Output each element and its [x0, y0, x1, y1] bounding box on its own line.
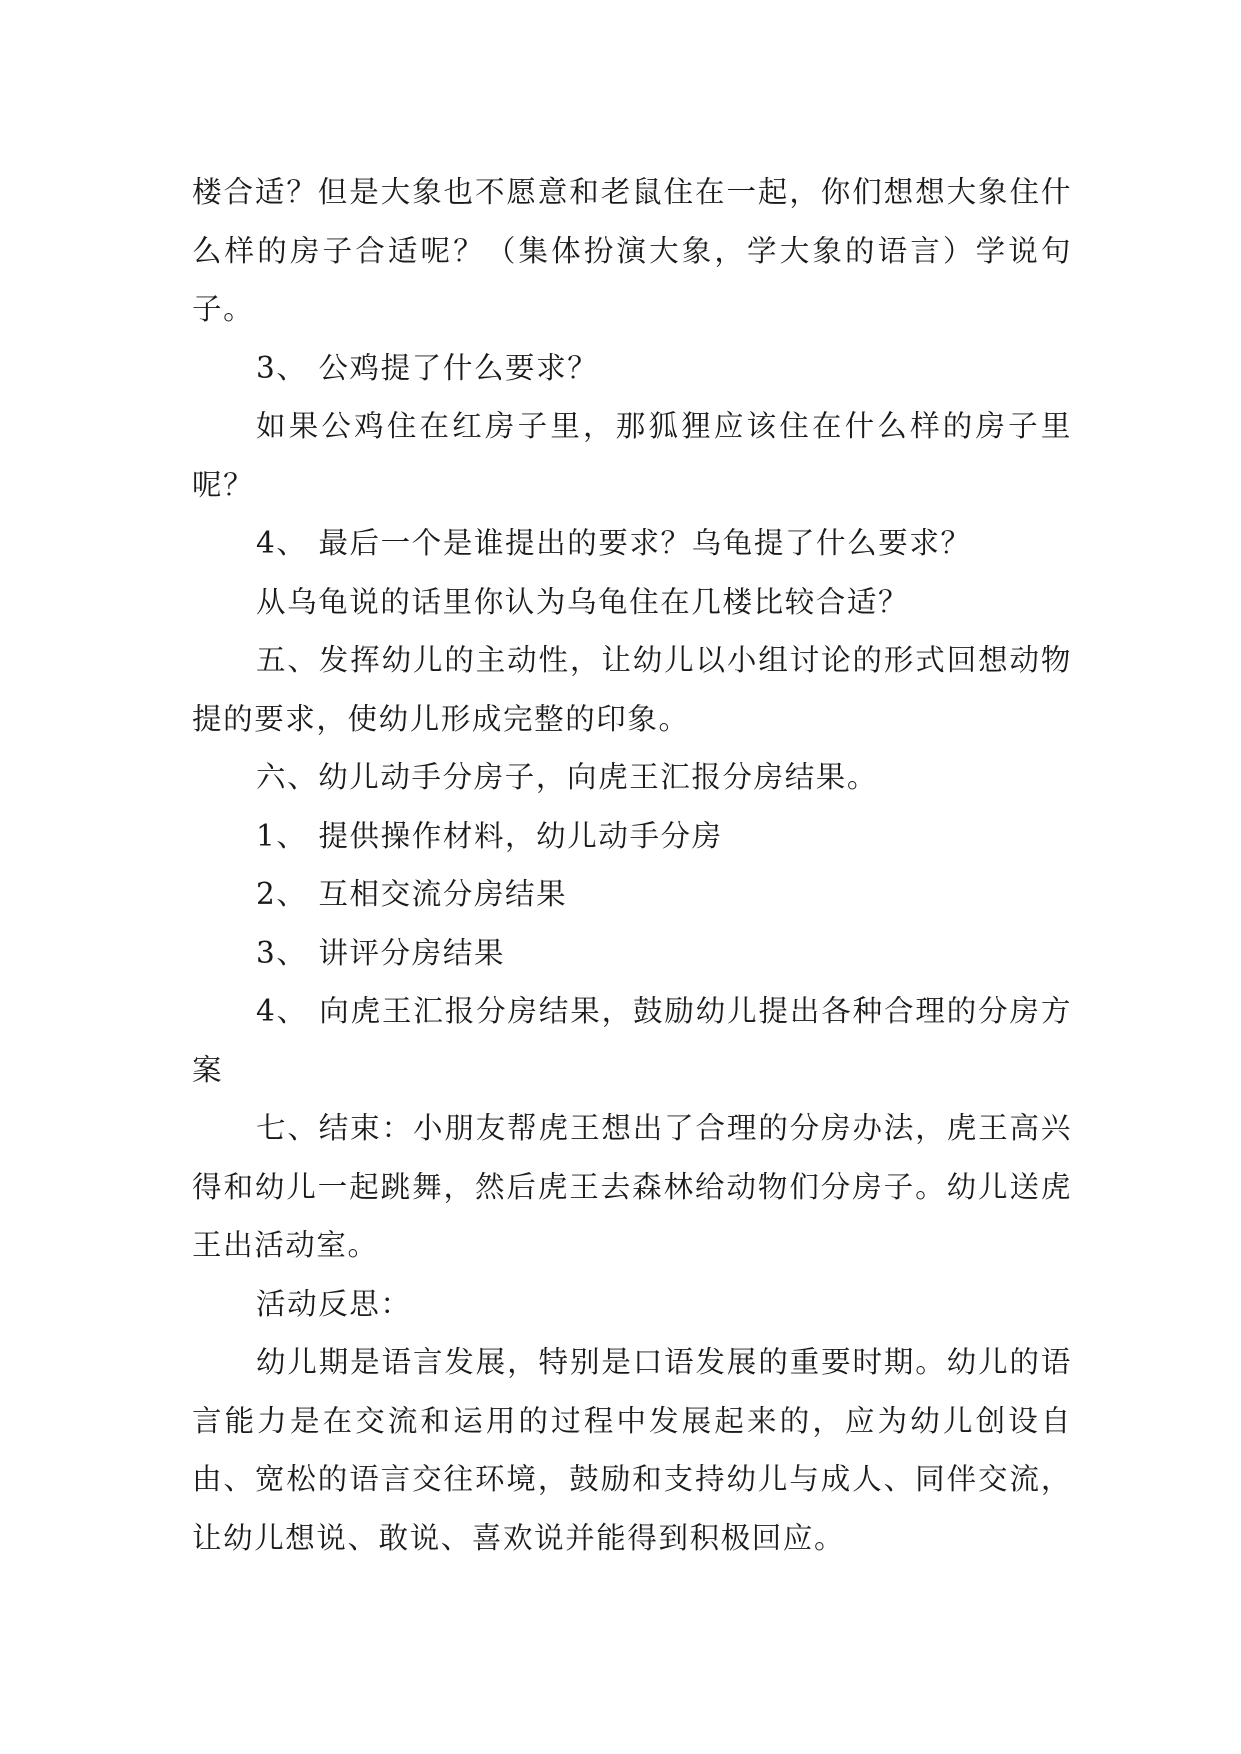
paragraph: 4、 向虎王汇报分房结果，鼓励幼儿提出各种合理的分房方案	[192, 994, 1072, 1087]
paragraph: 4、 最后一个是谁提出的要求？乌龟提了什么要求？	[256, 526, 972, 560]
paragraph: 1、 提供操作材料，幼儿动手分房	[256, 818, 723, 853]
paragraph: 从乌龟说的话里你认为乌龟住在几楼比较合适？	[256, 584, 910, 619]
paragraph: 3、 讲评分房结果	[256, 935, 506, 970]
paragraph: 幼儿期是语言发展，特别是口语发展的重要时期。幼儿的语言能力是在交流和运用的过程中发展起来的，应为幼儿创设自由、宽松的语言交往环境，鼓励和支持幼儿与成人、同伴交流，让幼儿想说、敢说、喜欢说并能得到积极回应。	[192, 1345, 1072, 1555]
paragraph: 3、 公鸡提了什么要求？	[256, 350, 599, 385]
paragraph: 六、幼儿动手分房子，向虎王汇报分房结果。	[256, 760, 879, 794]
paragraph: 活动反思：	[256, 1286, 412, 1321]
paragraph: 五、发挥幼儿的主动性，让幼儿以小组讨论的形式回想动物提的要求，使幼儿形成完整的印象。	[192, 643, 1072, 736]
document-body	[192, 163, 1072, 1567]
paragraph: 如果公鸡住在红房子里，那狐狸应该住在什么样的房子里呢？	[192, 409, 1072, 502]
paragraph: 楼合适？但是大象也不愿意和老鼠住在一起，你们想想大象住什么样的房子合适呢？（集体扮演大象，学大象的语言）学说句子。	[192, 175, 1072, 326]
paragraph: 七、结束：小朋友帮虎王想出了合理的分房办法，虎王高兴得和幼儿一起跳舞，然后虎王去森林给动物们分房子。幼儿送虎王出活动室。	[192, 1111, 1072, 1262]
paragraph: 2、 互相交流分房结果	[256, 877, 568, 911]
